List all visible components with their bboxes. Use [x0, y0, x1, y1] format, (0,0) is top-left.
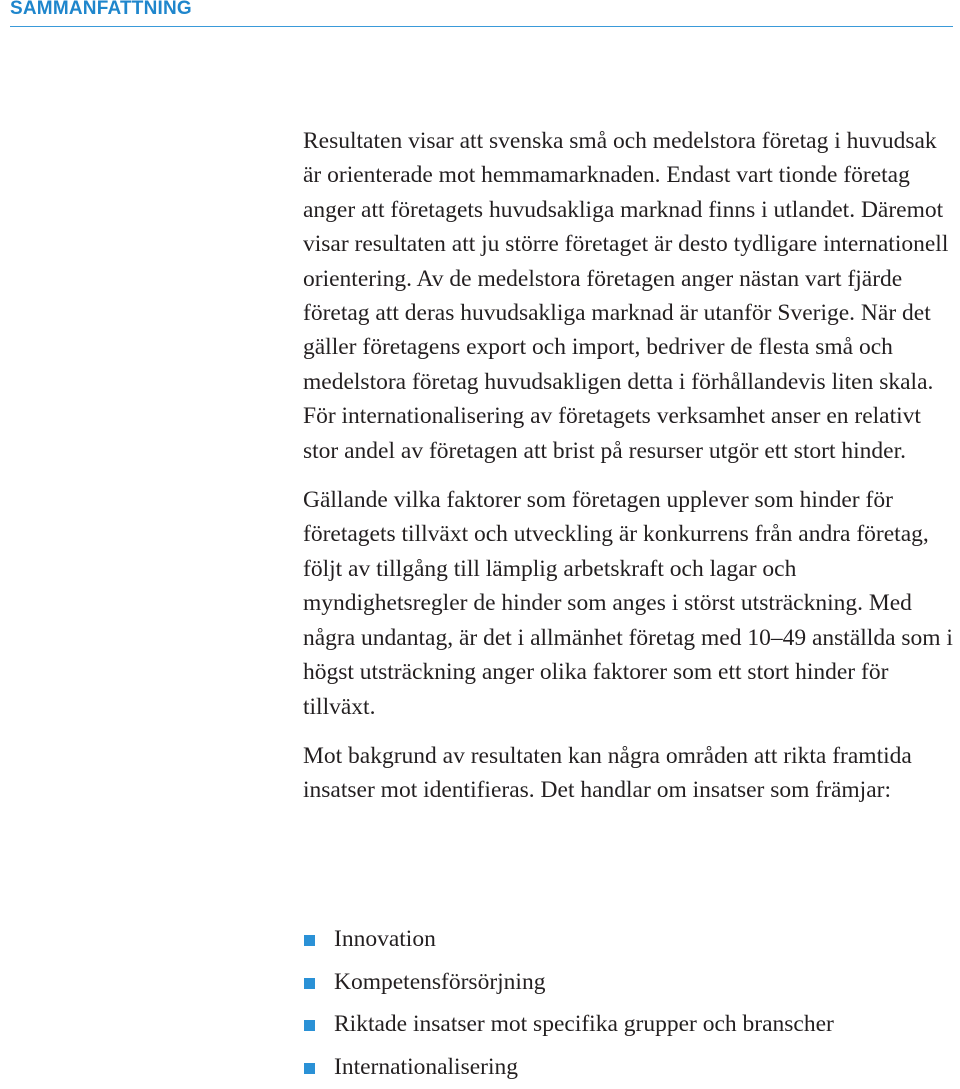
list-item — [303, 1047, 834, 1089]
list-item-label: Internationalisering — [334, 1054, 518, 1080]
paragraph-results: Resultaten visar att svenska små och medelstora företag i huvudsak är orienterade mot hemmamarknaden. Endast vart tionde företag anger att företagets huvudsakliga marknad finns i utlandet. Däremot visar resultaten att ju större företaget är desto tydligare internationell orientering. Av de medelstora företagen anger nästan vart fjärde företag att deras huvudsakliga marknad är utanför Sverige. När det gäller företagens export och import, bedriver de flesta små och medelstora företag huvudsakligen detta i förhållandevis liten skala. För internationalisering av företagets verksamhet anser en relativt stor andel av företagen att brist på resurser utgör ett stort hinder. — [303, 124, 955, 468]
section-title: SAMMANFATTNING — [10, 0, 192, 19]
square-bullet-icon — [304, 1063, 315, 1074]
paragraph-obstacles: Gällande vilka faktorer som företagen upplever som hinder för företagets tillväxt och utveckling är konkurrens från andra företag, följt av tillgång till lämplig arbetskraft och lagar och myndighetsregler de hinder som anges i störst utsträckning. Med några undantag, är det i allmänhet företag med 10–49 anställda som i högst utsträckning anger olika faktorer som ett stort hinder för tillväxt. — [303, 483, 955, 724]
focus-area-list — [303, 919, 834, 1089]
page-header — [10, 0, 953, 27]
list-item-label: Kompetensförsörjning — [334, 969, 545, 995]
summary-body — [303, 124, 955, 823]
list-item-label: Innovation — [334, 926, 436, 952]
list-item-label: Riktade insatser mot specifika grupper och branscher — [334, 1011, 834, 1037]
square-bullet-icon — [304, 1020, 315, 1031]
list-item — [303, 1004, 834, 1047]
list-item — [303, 919, 834, 962]
square-bullet-icon — [304, 978, 315, 989]
square-bullet-icon — [304, 935, 315, 946]
paragraph-focus-areas: Mot bakgrund av resultaten kan några områden att rikta framtida insatser mot identifieras. Det handlar om insatser som främjar: — [303, 739, 955, 808]
list-item — [303, 962, 834, 1005]
